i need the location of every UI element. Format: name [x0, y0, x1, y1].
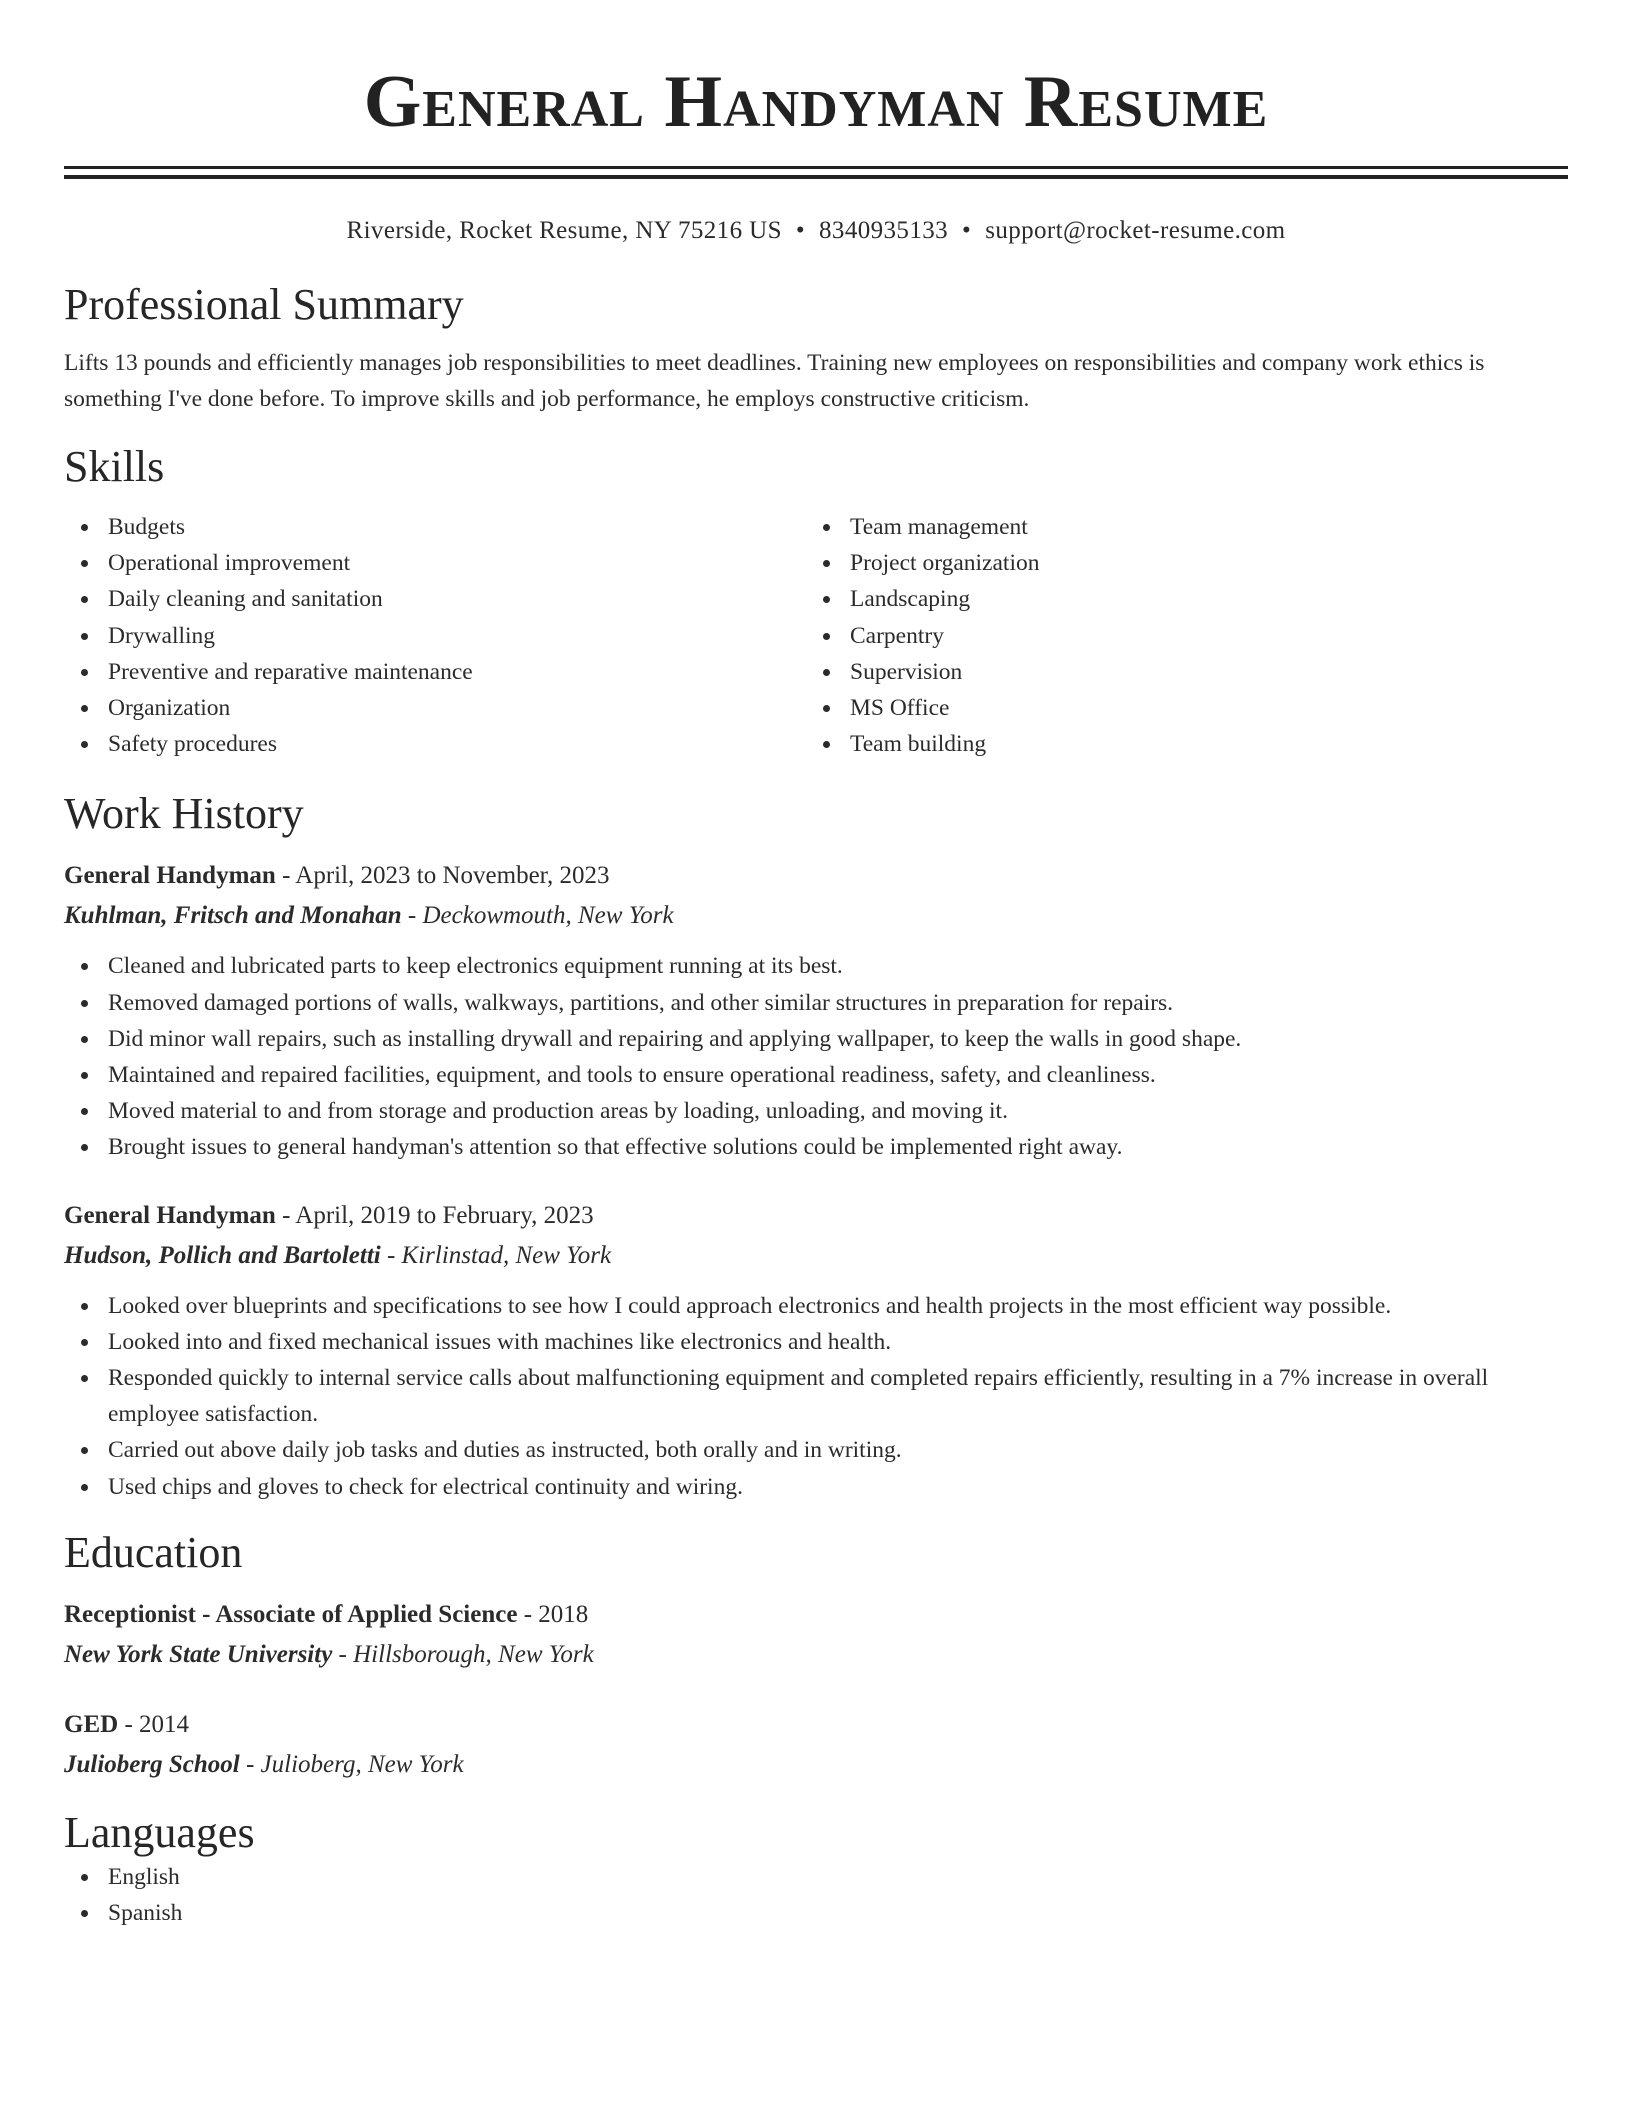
- job-duty-item: Used chips and gloves to check for electrical continuity and wiring.: [64, 1469, 1568, 1505]
- job-entry: [64, 856, 1568, 1165]
- education-school-line: [64, 1635, 1568, 1675]
- summary-text: Lifts 13 pounds and efficiently manages job responsibilities to meet deadlines. Training new employees on responsibilities and company work ethics is something I've done before. To improve skills and job performance, he employs constructive criticism.: [64, 350, 1485, 412]
- skill-item: Carpentry: [806, 618, 1548, 654]
- skill-item: Organization: [64, 690, 806, 726]
- skill-item: Project organization: [806, 545, 1548, 581]
- skill-item: Landscaping: [806, 581, 1548, 617]
- contact-separator: •: [795, 217, 806, 244]
- skill-item: Operational improvement: [64, 545, 806, 581]
- resume-page: [64, 0, 1568, 1931]
- education-school-line: [64, 1745, 1568, 1785]
- job-duty-item: Moved material to and from storage and production areas by loading, unloading, and moving it.: [64, 1093, 1568, 1129]
- resume-title: General Handyman Resume: [363, 61, 1269, 143]
- education-year: - 2014: [118, 1710, 190, 1738]
- job-duty-item: Cleaned and lubricated parts to keep electronics equipment running at its best.: [64, 948, 1568, 984]
- contact-separator: •: [962, 217, 972, 244]
- education-degree: GED: [64, 1710, 119, 1738]
- header-rule-top: [64, 166, 1568, 169]
- job-company: Hudson, Pollich and Bartoletti: [64, 1241, 381, 1269]
- skill-item: Team building: [806, 726, 1548, 762]
- language-item: English: [64, 1859, 1568, 1895]
- job-duty-item: Responded quickly to internal service calls about malfunctioning equipment and completed repairs efficiently, resulting in a 7% increase in overall employee satisfaction.: [64, 1360, 1568, 1432]
- job-duty-item: Looked over blueprints and specifications to see how I could approach electronics and health projects in the most efficient way possible.: [64, 1288, 1568, 1324]
- job-entry: [64, 1196, 1568, 1505]
- skill-item: Budgets: [64, 509, 806, 545]
- summary-heading: Professional Summary: [64, 280, 464, 329]
- job-location: - Deckowmouth, New York: [401, 902, 674, 930]
- job-duty-item: Maintained and repaired facilities, equipment, and tools to ensure operational readiness, safety, and cleanliness.: [64, 1057, 1568, 1093]
- education-school: Julioberg School: [64, 1750, 240, 1778]
- job-duties: [64, 948, 1568, 1165]
- work-history-heading: Work History: [64, 789, 304, 839]
- job-duty-item: Did minor wall repairs, such as installing drywall and repairing and applying wallpaper, to keep the walls in good shape.: [64, 1021, 1568, 1057]
- job-company-line: [64, 1236, 1568, 1276]
- education-school: New York State University: [64, 1640, 333, 1668]
- languages-list: [64, 1859, 1568, 1931]
- skill-item: MS Office: [806, 690, 1548, 726]
- job-duty-item: Removed damaged portions of walls, walkways, partitions, and other similar structures in preparation for repairs.: [64, 985, 1568, 1021]
- education-entry: [64, 1595, 1568, 1675]
- job-title: General Handyman: [64, 862, 276, 890]
- education-location: - Julioberg, New York: [239, 1750, 464, 1778]
- skills-columns: [64, 509, 1568, 762]
- job-duty-item: Carried out above daily job tasks and duties as instructed, both orally and in writing.: [64, 1432, 1568, 1468]
- skill-item: Drywalling: [64, 618, 806, 654]
- job-duty-item: Looked into and fixed mechanical issues with machines like electronics and health.: [64, 1324, 1568, 1360]
- skills-heading: Skills: [64, 442, 165, 491]
- contact-phone: 8340935133: [819, 217, 949, 244]
- skill-item: Supervision: [806, 654, 1548, 690]
- education-degree: Receptionist - Associate of Applied Science: [64, 1600, 518, 1628]
- job-title-line: [64, 856, 1568, 896]
- contact-address: Riverside, Rocket Resume, NY 75216 US: [346, 217, 782, 244]
- education-entry: [64, 1705, 1568, 1785]
- education-year: - 2018: [517, 1600, 589, 1628]
- job-duty-item: Brought issues to general handyman's attention so that effective solutions could be implemented right away.: [64, 1129, 1568, 1165]
- skill-item: Safety procedures: [64, 726, 806, 762]
- skill-item: Team management: [806, 509, 1548, 545]
- job-location: - Kirlinstad, New York: [380, 1241, 612, 1269]
- job-company: Kuhlman, Fritsch and Monahan: [64, 902, 402, 930]
- contact-line: [64, 215, 1568, 247]
- job-company-line: [64, 896, 1568, 936]
- job-duties: [64, 1288, 1568, 1505]
- education-heading: Education: [64, 1527, 243, 1577]
- job-dates: - April, 2023 to November, 2023: [275, 862, 610, 890]
- education-degree-line: [64, 1595, 1568, 1635]
- education-degree-line: [64, 1705, 1568, 1745]
- language-item: Spanish: [64, 1895, 1568, 1931]
- skills-list-right: [806, 509, 1548, 762]
- languages-heading: Languages: [64, 1807, 255, 1857]
- job-dates: - April, 2019 to February, 2023: [275, 1201, 594, 1229]
- skill-item: Preventive and reparative maintenance: [64, 654, 806, 690]
- skill-item: Daily cleaning and sanitation: [64, 581, 806, 617]
- job-title-line: [64, 1196, 1568, 1236]
- skills-list-left: [64, 509, 806, 762]
- header-rule-bottom: [64, 175, 1568, 179]
- education-location: - Hillsborough, New York: [332, 1640, 594, 1668]
- contact-email: support@rocket-resume.com: [985, 217, 1286, 244]
- job-title: General Handyman: [64, 1201, 276, 1229]
